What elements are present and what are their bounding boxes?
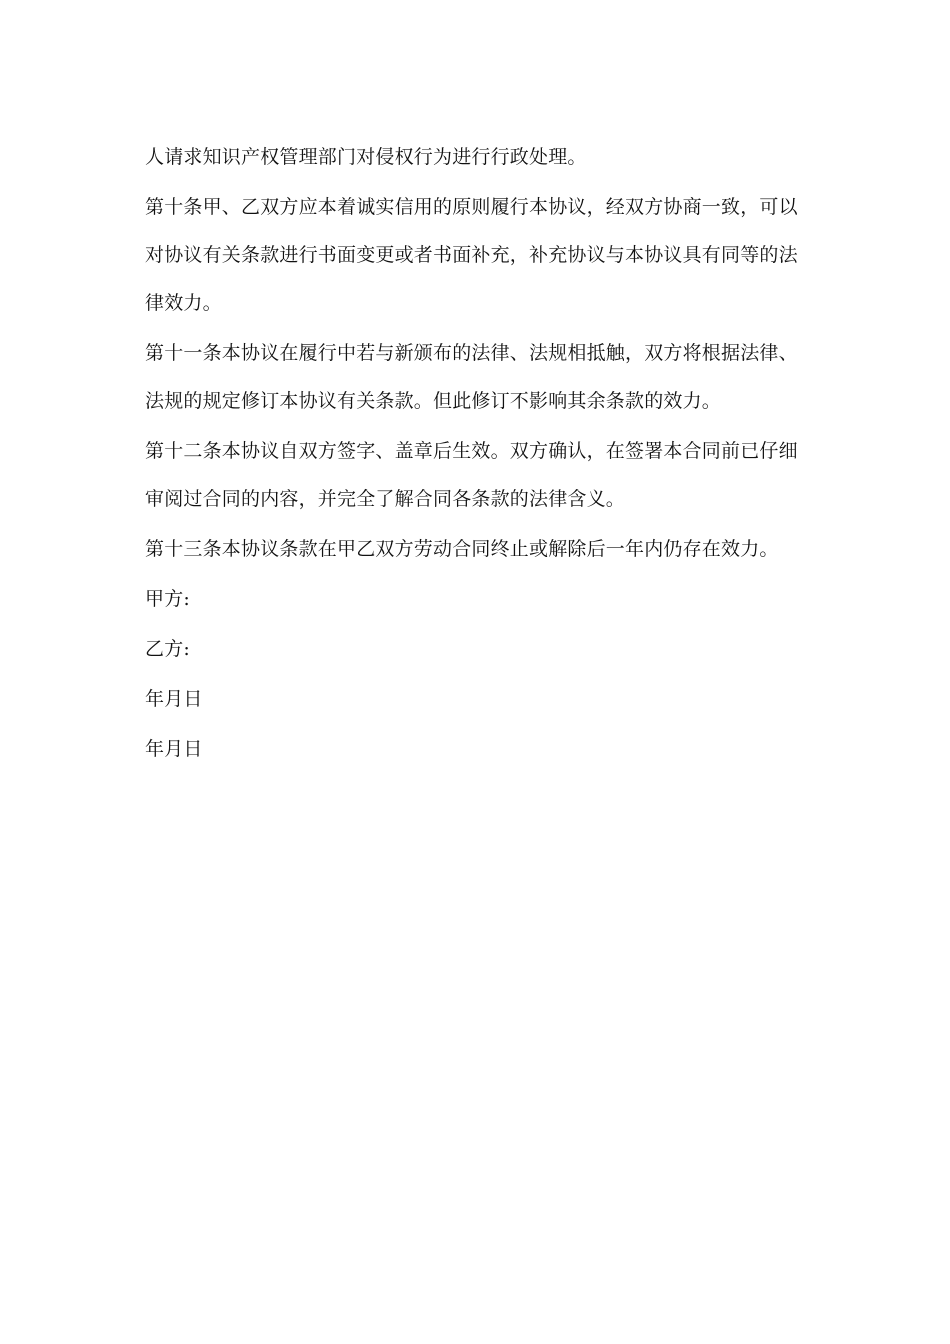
text-line: 甲方: bbox=[145, 588, 191, 610]
text-line: 年月日 bbox=[145, 688, 203, 710]
text-line: 年月日 bbox=[145, 738, 203, 760]
paragraph-clause-10 bbox=[145, 183, 810, 327]
text-line: 乙方: bbox=[145, 638, 191, 660]
text-line: 对协议有关条款进行书面变更或者书面补充，补充协议与本协议具有同等的法 bbox=[145, 244, 798, 266]
date-line-party-a bbox=[145, 675, 810, 723]
party-a-signature-label bbox=[145, 575, 810, 623]
paragraph-clause-11 bbox=[145, 329, 810, 425]
date-line-party-b bbox=[145, 725, 810, 773]
text-line: 第十二条本协议自双方签字、盖章后生效。双方确认，在签署本合同前已仔细 bbox=[145, 440, 798, 462]
text-line: 第十三条本协议条款在甲乙双方劳动合同终止或解除后一年内仍存在效力。 bbox=[145, 538, 779, 560]
paragraph-clause-12 bbox=[145, 427, 810, 523]
text-line: 人请求知识产权管理部门对侵权行为进行行政处理。 bbox=[145, 146, 587, 168]
text-line: 律效力。 bbox=[145, 292, 222, 314]
text-line: 审阅过合同的内容，并完全了解合同各条款的法律含义。 bbox=[145, 488, 626, 510]
text-line: 法规的规定修订本协议有关条款。但此修订不影响其余条款的效力。 bbox=[145, 390, 722, 412]
paragraph-clause-13 bbox=[145, 525, 810, 573]
document-body bbox=[145, 133, 810, 775]
text-line: 第十一条本协议在履行中若与新颁布的法律、法规相抵触，双方将根据法律、 bbox=[145, 342, 798, 364]
text-line: 第十条甲、乙双方应本着诚实信用的原则履行本协议，经双方协商一致，可以 bbox=[145, 196, 798, 218]
paragraph-clause-9-tail bbox=[145, 133, 810, 181]
party-b-signature-label bbox=[145, 625, 810, 673]
